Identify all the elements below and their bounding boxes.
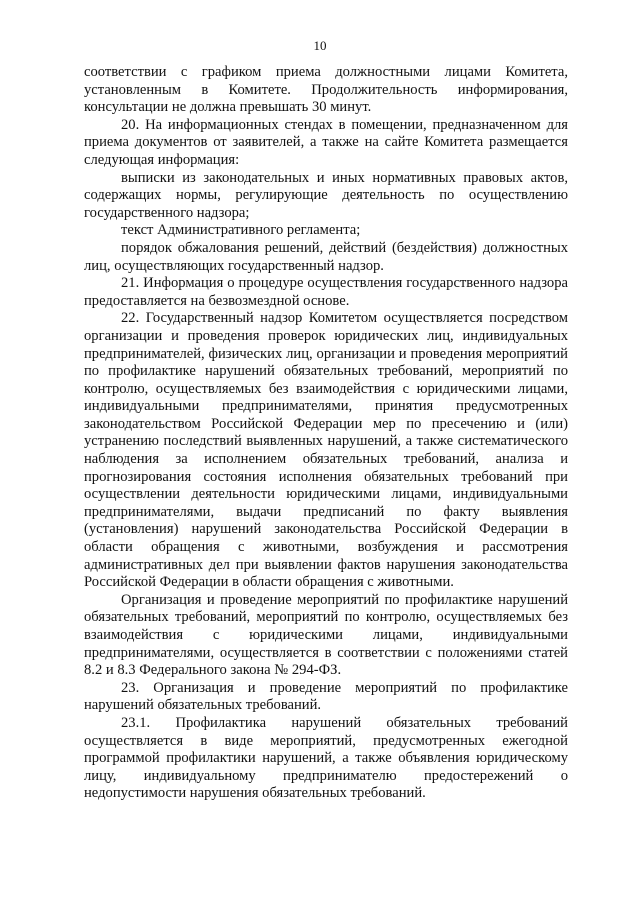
paragraph: 23.1. Профилактика нарушений обязательных требований осуществляется в виде мероприятий, предусмотренных ежегодной программой профилактики нарушений, а также объявления юридическому лицу, индивидуальному предпринимателю предостережений о недопустимости нарушения обязательных требований. xyxy=(84,714,568,802)
paragraph: выписки из законодательных и иных нормативных правовых актов, содержащих нормы, регулирующие деятельность по осуществлению государственного надзора; xyxy=(84,169,568,221)
page-number: 10 xyxy=(313,38,327,53)
paragraph: Организация и проведение мероприятий по профилактике нарушений обязательных требований, мероприятий по контролю, осуществляемых без взаимодействия с юридическими лицами, индивидуальными предпринимателями, осуществляется в соответствии с положениями статей 8.2 и 8.3 Федерального закона № 294-ФЗ. xyxy=(84,591,568,679)
document-body xyxy=(84,64,568,803)
paragraph: 21. Информация о процедуре осуществления государственного надзора предоставляется на безвозмездной основе. xyxy=(84,275,568,309)
paragraph: соответствии с графиком приема должностными лицами Комитета, установленным в Комитете. Продолжительность информирования, консультации не должна превышать 30 минут. xyxy=(84,64,568,116)
paragraph: 23. Организация и проведение мероприятий по профилактике нарушений обязательных требований. xyxy=(84,679,568,714)
paragraph: порядок обжалования решений, действий (бездействия) должностных лиц, осуществляющих государственный надзор. xyxy=(84,239,568,274)
paragraph: 20. На информационных стендах в помещении, предназначенном для приема документов от заявителей, а также на сайте Комитета размещается следующая информация: xyxy=(84,116,568,168)
paragraph: текст Административного регламента; xyxy=(121,222,361,239)
paragraph: 22. Государственный надзор Комитетом осуществляется посредством организации и проведения проверок юридических лиц, индивидуальных предпринимателей, физических лиц, организации и проведения мероприятий по профилактике нарушений обязательных требований, мероприятий по контролю, осуществляемых без взаимодействия с юридическими лицами, индивидуальными предпринимателями, принятия предусмотренных законодательством Российской Федерации мер по пресечению и (или) устранению последствий выявленных нарушений, а также систематического наблюдения за исполнением обязательных требований, анализа и прогнозирования состояния исполнения обязательных требований при осуществлении деятельности юридическими лицами, индивидуальными предпринимателями, выдачи предписаний по факту выявления (установления) нарушений законодательства Российской Федерации в области обращения с животными, возбуждения и рассмотрения административных дел при выявлении фактов нарушения законодательства Российской Федерации в области обращения с животными. xyxy=(84,310,568,591)
